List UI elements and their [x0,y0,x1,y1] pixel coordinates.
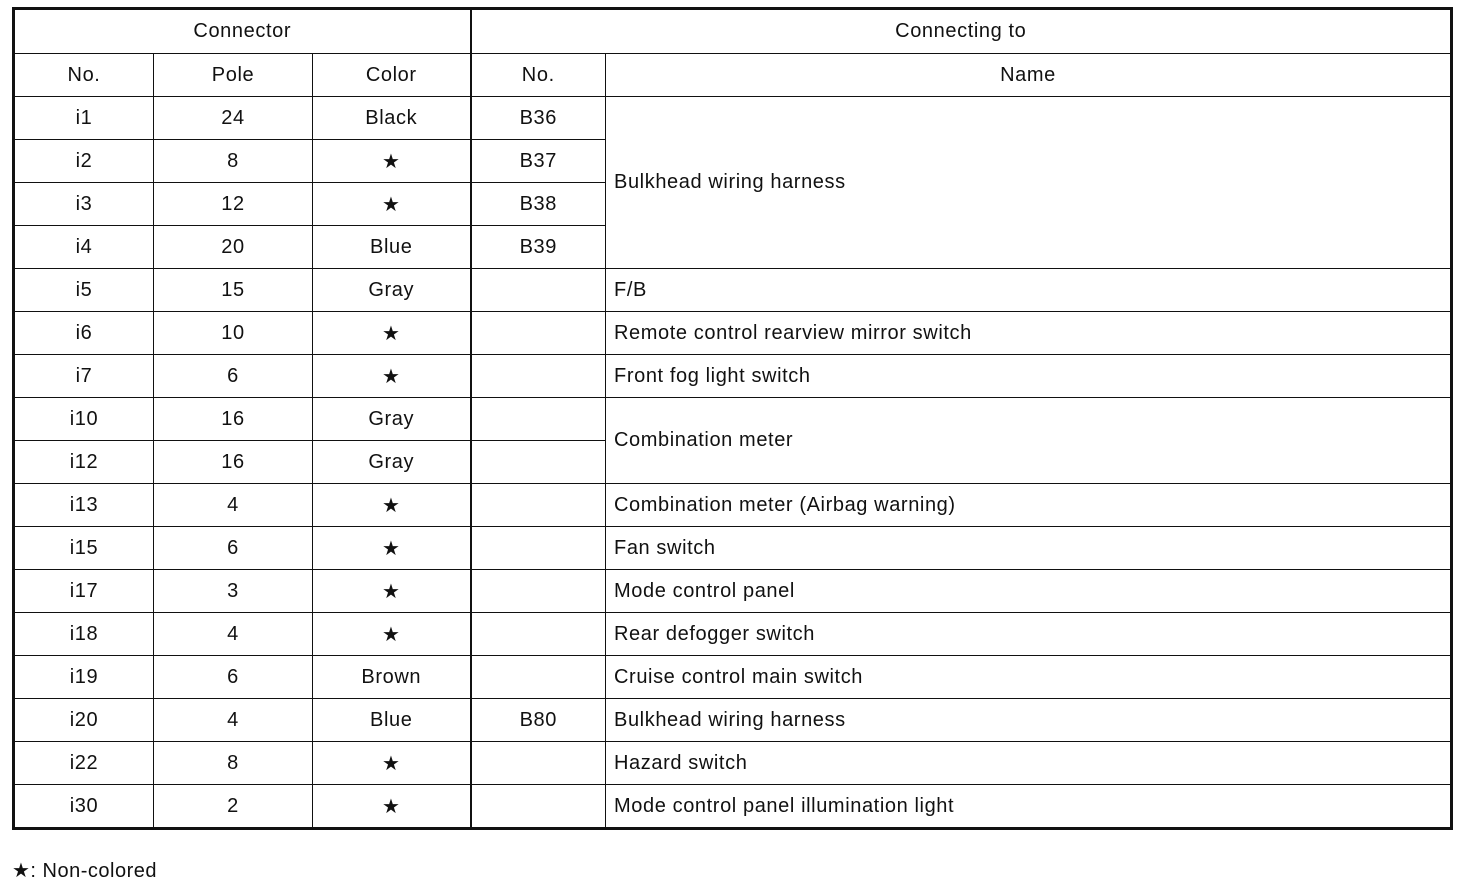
cell-connecting-no [471,484,606,527]
cell-color: Black [313,97,471,140]
cell-pole: 16 [154,398,313,441]
cell-name: Combination meter (Airbag warning) [606,484,1452,527]
cell-color: Gray [313,398,471,441]
cell-no: i20 [14,699,154,742]
cell-connecting-no [471,656,606,699]
cell-pole: 6 [154,355,313,398]
column-header-connecting-no: No. [471,54,606,97]
cell-name: Rear defogger switch [606,613,1452,656]
cell-color: ★ [313,484,471,527]
cell-pole: 4 [154,613,313,656]
cell-name: Mode control panel illumination light [606,785,1452,829]
cell-pole: 16 [154,441,313,484]
cell-no: i17 [14,570,154,613]
cell-no: i4 [14,226,154,269]
cell-connecting-no [471,441,606,484]
cell-no: i15 [14,527,154,570]
cell-connecting-no: B36 [471,97,606,140]
column-header-name: Name [606,54,1452,97]
cell-color: ★ [313,527,471,570]
table-row [14,742,1452,785]
column-header-color: Color [313,54,471,97]
cell-no: i10 [14,398,154,441]
cell-color: Gray [313,441,471,484]
cell-pole: 3 [154,570,313,613]
cell-connecting-no [471,742,606,785]
cell-pole: 2 [154,785,313,829]
cell-connecting-no [471,355,606,398]
table-row [14,656,1452,699]
cell-pole: 20 [154,226,313,269]
cell-name: Cruise control main switch [606,656,1452,699]
cell-color: Brown [313,656,471,699]
cell-name: Mode control panel [606,570,1452,613]
cell-name: Bulkhead wiring harness [606,699,1452,742]
cell-pole: 15 [154,269,313,312]
cell-name: Fan switch [606,527,1452,570]
cell-pole: 6 [154,527,313,570]
cell-color: ★ [313,570,471,613]
cell-connecting-no [471,398,606,441]
connecting-to-group-header: Connecting to [471,9,1452,54]
cell-pole: 6 [154,656,313,699]
cell-pole: 8 [154,742,313,785]
cell-no: i1 [14,97,154,140]
cell-name: F/B [606,269,1452,312]
cell-name-bulkhead-wiring-harness: Bulkhead wiring harness [606,97,1452,269]
cell-no: i5 [14,269,154,312]
table-row [14,527,1452,570]
group-header-row [14,9,1452,54]
column-header-no: No. [14,54,154,97]
cell-color: ★ [313,613,471,656]
cell-no: i19 [14,656,154,699]
cell-no: i18 [14,613,154,656]
cell-connecting-no [471,785,606,829]
cell-color: ★ [313,355,471,398]
cell-connecting-no: B39 [471,226,606,269]
cell-pole: 12 [154,183,313,226]
connector-group-header: Connector [14,9,471,54]
table-row [14,613,1452,656]
table-row [14,97,1452,140]
cell-connecting-no [471,269,606,312]
table-header [14,9,1452,97]
table-row [14,398,1452,441]
table-row [14,785,1452,829]
footnote-non-colored: ★: Non-colored [12,860,157,882]
cell-no: i6 [14,312,154,355]
cell-no: i7 [14,355,154,398]
connector-table [12,7,1453,830]
cell-color: ★ [313,785,471,829]
cell-connecting-no [471,570,606,613]
table-row [14,269,1452,312]
cell-name: Remote control rearview mirror switch [606,312,1452,355]
cell-color: ★ [313,312,471,355]
cell-pole: 4 [154,699,313,742]
cell-name-combination-meter: Combination meter [606,398,1452,484]
connector-sheet [12,7,1450,830]
cell-no: i22 [14,742,154,785]
column-header-pole: Pole [154,54,313,97]
cell-connecting-no [471,527,606,570]
table-row [14,699,1452,742]
cell-pole: 4 [154,484,313,527]
cell-color: ★ [313,742,471,785]
cell-color: Gray [313,269,471,312]
cell-connecting-no: B80 [471,699,606,742]
cell-color: Blue [313,699,471,742]
column-header-row [14,54,1452,97]
table-row [14,312,1452,355]
cell-name: Hazard switch [606,742,1452,785]
cell-pole: 24 [154,97,313,140]
cell-connecting-no: B37 [471,140,606,183]
table-row [14,355,1452,398]
cell-name: Front fog light switch [606,355,1452,398]
cell-pole: 8 [154,140,313,183]
table-row [14,484,1452,527]
cell-color: ★ [313,140,471,183]
cell-no: i3 [14,183,154,226]
cell-connecting-no [471,613,606,656]
table-body [14,97,1452,829]
cell-connecting-no [471,312,606,355]
cell-no: i30 [14,785,154,829]
cell-color: Blue [313,226,471,269]
cell-no: i13 [14,484,154,527]
cell-no: i2 [14,140,154,183]
cell-color: ★ [313,183,471,226]
table-row [14,570,1452,613]
cell-pole: 10 [154,312,313,355]
cell-no: i12 [14,441,154,484]
cell-connecting-no: B38 [471,183,606,226]
